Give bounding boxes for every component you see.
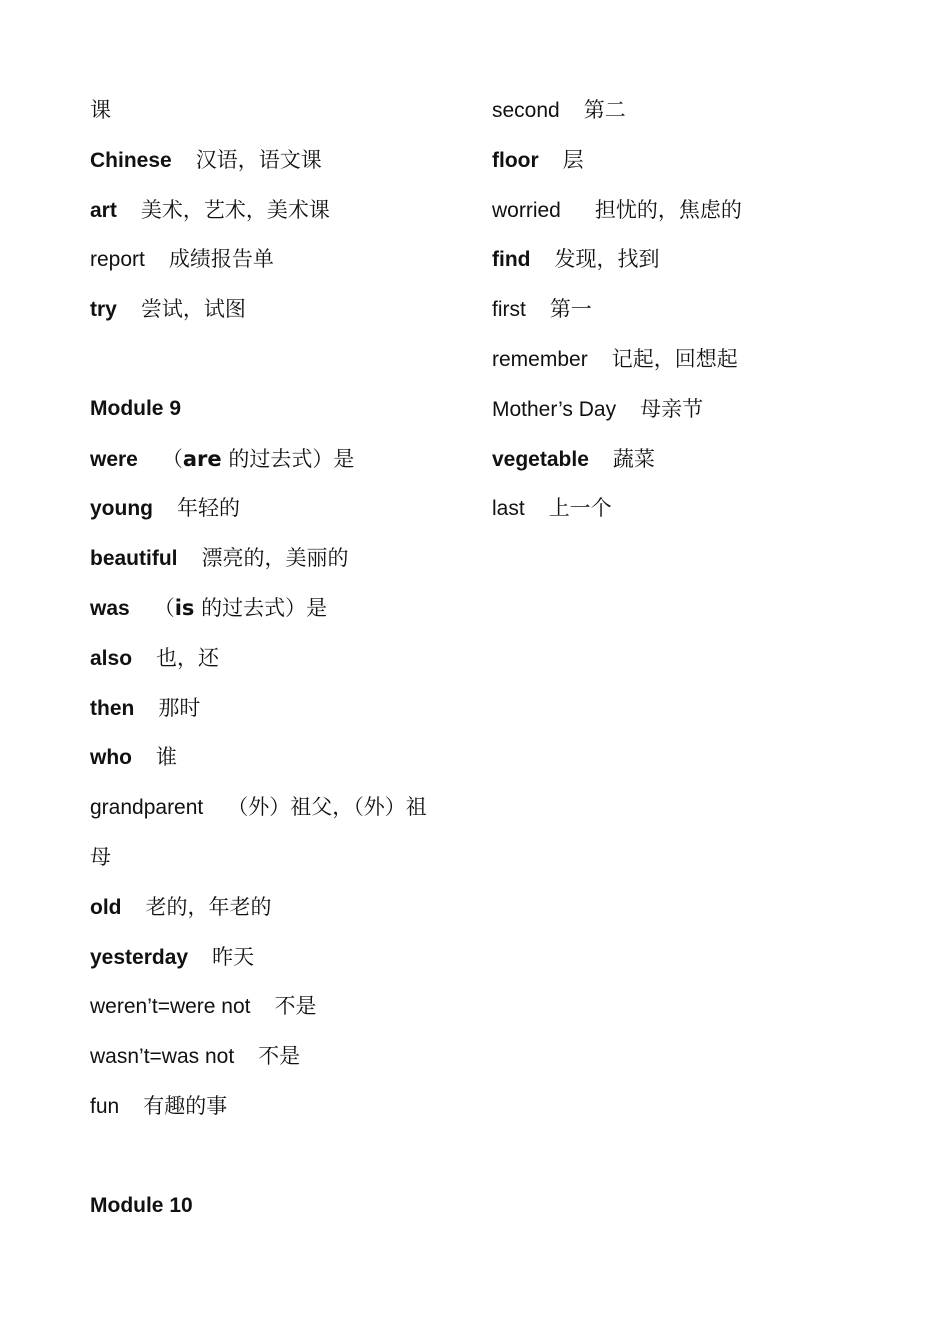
entry-word: were [90, 447, 138, 471]
entry-meaning: 蔬菜 [612, 446, 655, 471]
vocab-entry [90, 140, 470, 190]
entry-meaning: 美术，艺术，美术课 [140, 197, 330, 222]
entry-meaning: 上一个 [548, 496, 612, 521]
entry-word: find [492, 248, 531, 272]
entry-word: yesterday [90, 945, 189, 969]
entry-word: first [492, 298, 526, 322]
entry-meaning: 发现，找到 [554, 247, 660, 272]
entry-meaning: 年轻的 [177, 496, 240, 521]
module-title: Module 10 [90, 1193, 193, 1217]
entry-meaning: 不是 [274, 994, 317, 1019]
entry-meaning: 不是 [258, 1044, 301, 1069]
vocab-entry [90, 737, 470, 787]
vocab-entry [492, 339, 892, 389]
vocab-entry [90, 439, 470, 489]
entry-meaning: 谁 [156, 745, 177, 770]
entry-word: report [90, 248, 145, 272]
entry-word: old [90, 895, 122, 919]
entry-word: weren’t=were not [90, 995, 251, 1019]
entry-meaning: 尝试，试图 [140, 297, 246, 322]
vocab-entry [90, 638, 470, 688]
vocab-entry [90, 837, 470, 887]
entry-word: fun [90, 1094, 120, 1118]
entry-meaning: 课 [90, 98, 111, 122]
entry-word: floor [492, 148, 539, 172]
vocab-entry [492, 90, 892, 140]
vocab-entry [90, 538, 470, 588]
entry-meaning: 母 [90, 844, 111, 869]
entry-word: second [492, 99, 560, 122]
entry-meaning: 第二 [583, 98, 626, 122]
entry-word: was [90, 596, 130, 620]
vocab-entry [90, 239, 470, 289]
vocab-entry [90, 986, 470, 1036]
entry-meaning: 漂亮的，美丽的 [201, 546, 349, 571]
entry-meaning: 有趣的事 [143, 1093, 228, 1118]
entry-meaning: （are 的过去式）是 [161, 446, 355, 471]
right-column [492, 90, 892, 538]
left-column [90, 90, 470, 1235]
entry-meaning: 老的，年老的 [145, 894, 272, 919]
entry-meaning: （外）祖父，（外）祖 [227, 795, 427, 820]
entry-word: try [90, 298, 117, 322]
entry-word: Chinese [90, 148, 172, 172]
vocab-entry [90, 1086, 470, 1136]
vocab-entry [90, 937, 470, 987]
entry-word: young [90, 497, 153, 521]
vocab-entry [492, 289, 892, 339]
vocab-entry [492, 140, 892, 190]
entry-meaning: 成绩报告单 [168, 247, 274, 272]
vocab-entry [492, 439, 892, 489]
entry-meaning: 昨天 [212, 944, 255, 969]
entry-meaning: 第一 [549, 297, 592, 322]
module-heading [90, 389, 470, 439]
entry-meaning: 记起，回想起 [611, 346, 738, 371]
vocab-entry [90, 688, 470, 738]
vocab-entry [90, 488, 470, 538]
vocab-entry [492, 389, 892, 439]
vocab-entry [90, 190, 470, 240]
vocab-entry [90, 1036, 470, 1086]
entry-word: last [492, 497, 525, 521]
module-title: Module 9 [90, 396, 182, 420]
entry-word: beautiful [90, 547, 178, 571]
entry-word: Mother’s Day [492, 397, 617, 421]
entry-meaning: 那时 [158, 695, 201, 720]
vocab-entry [492, 239, 892, 289]
entry-word: worried [492, 198, 561, 222]
entry-meaning: 层 [562, 147, 584, 172]
vocab-entry [90, 90, 470, 140]
entry-meaning: 母亲节 [640, 396, 704, 421]
entry-word: vegetable [492, 447, 589, 471]
blank-line [90, 339, 470, 389]
entry-meaning: 也，还 [156, 645, 220, 670]
entry-word: also [90, 646, 133, 670]
entry-word: grandparent [90, 796, 204, 820]
vocab-entry [492, 190, 892, 240]
module-heading [90, 1186, 470, 1236]
entry-meaning: 担忧的，焦虑的 [594, 197, 742, 222]
entry-word: remember [492, 347, 588, 371]
vocab-entry [90, 887, 470, 937]
vocab-entry [90, 787, 470, 837]
entry-word: wasn’t=was not [90, 1045, 235, 1069]
vocab-entry [492, 488, 892, 538]
vocab-entry [90, 289, 470, 339]
entry-meaning: 汉语，语文课 [195, 147, 322, 172]
entry-word: art [90, 198, 117, 222]
entry-meaning: （is 的过去式）是 [153, 595, 328, 620]
vocab-entry [90, 588, 470, 638]
entry-word: then [90, 696, 135, 720]
entry-word: who [90, 746, 132, 770]
blank-line [90, 1136, 470, 1186]
